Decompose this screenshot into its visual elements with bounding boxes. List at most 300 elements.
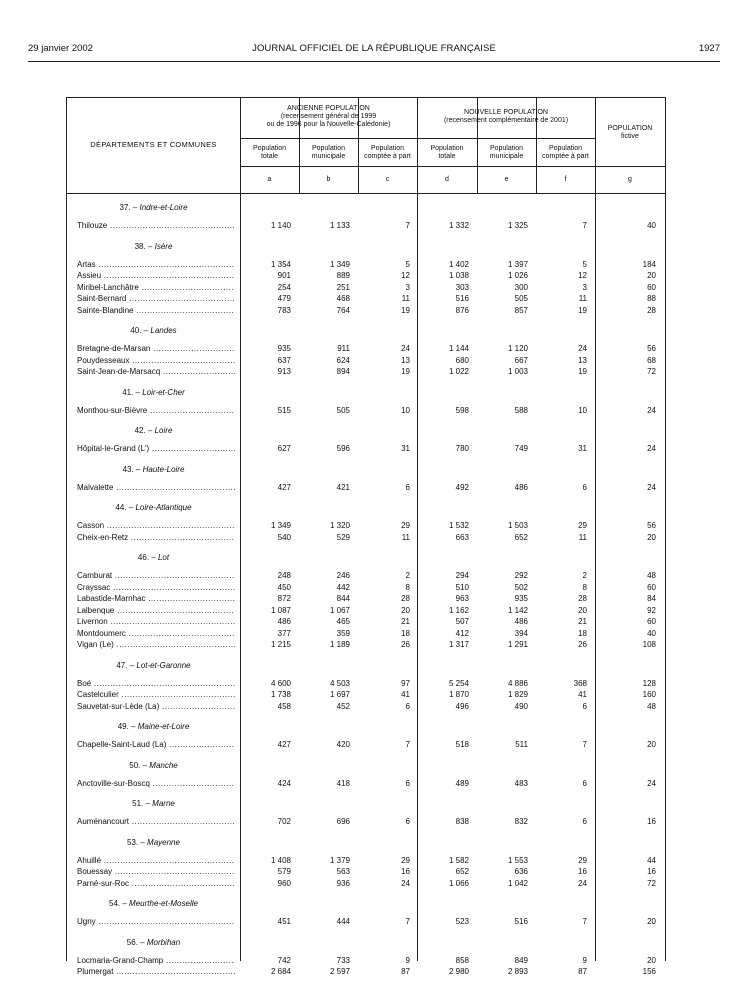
- col-c-line1: Population: [370, 145, 405, 152]
- department-heading: [67, 938, 240, 947]
- cell-g: 16: [647, 867, 656, 876]
- cell-g: 48: [647, 571, 656, 580]
- table-row: [67, 367, 665, 378]
- department-name: Isère: [154, 241, 173, 251]
- cell-e: 1 291: [507, 640, 528, 649]
- cell-c: 26: [401, 640, 410, 649]
- ancienne-title: ANCIENNE POPULATION: [287, 105, 370, 112]
- department-name: Marne: [152, 799, 175, 808]
- cell-g: 60: [647, 582, 656, 592]
- cell-d: 492: [455, 482, 469, 492]
- cell-a: 254: [277, 282, 291, 292]
- cell-d: 294: [455, 571, 469, 580]
- cell-f: 24: [578, 344, 587, 353]
- cell-f: 19: [578, 367, 587, 376]
- cell-b: 1 133: [329, 221, 350, 230]
- cell-f: 12: [578, 271, 587, 280]
- cell-e: 483: [514, 778, 528, 788]
- commune-name: Parné-sur-Roc .....: [77, 879, 235, 888]
- table-row: [67, 356, 665, 367]
- cell-e: 935: [514, 594, 528, 603]
- col-letter-a: a: [267, 176, 272, 183]
- table-row: [67, 867, 665, 878]
- table-row: [67, 444, 665, 455]
- cell-c: 9: [405, 955, 410, 965]
- cell-b: 421: [336, 482, 350, 492]
- cell-c: 97: [401, 678, 410, 688]
- cell-c: 11: [401, 294, 410, 303]
- cell-b: 596: [336, 444, 350, 453]
- col-a-line1: Population: [252, 145, 287, 152]
- col-b-line2: municipale: [311, 153, 346, 160]
- cell-e: 2 893: [507, 967, 528, 976]
- cell-b: 1 067: [329, 605, 350, 615]
- cell-b: 468: [336, 294, 350, 303]
- commune-name: Locmaria-Grand-Champ .....: [77, 956, 235, 965]
- col-f-line1: Population: [548, 145, 583, 152]
- cell-f: 16: [578, 867, 587, 876]
- cell-g: 20: [647, 271, 656, 280]
- department-heading: [67, 899, 240, 908]
- commune-name: Miribel-Lanchâtre .....: [77, 283, 235, 292]
- cell-d: 516: [455, 294, 469, 303]
- cell-g: 20: [647, 917, 656, 926]
- cell-f: 21: [578, 617, 587, 626]
- cell-a: 427: [277, 740, 291, 749]
- cell-c: 24: [401, 878, 410, 888]
- department-heading: [67, 761, 240, 770]
- cell-c: 13: [401, 355, 410, 365]
- cell-c: 31: [401, 444, 410, 453]
- col-e-line2: municipale: [489, 153, 524, 160]
- cell-d: 507: [455, 617, 469, 626]
- cell-f: 11: [578, 532, 587, 542]
- nouvelle-population-header: [417, 109, 595, 125]
- cell-f: 5: [582, 259, 587, 269]
- cell-f: 6: [582, 482, 587, 492]
- commune-name: Ahuillé .....: [77, 856, 235, 865]
- departements-header: DÉPARTEMENTS ET COMMUNES: [90, 140, 217, 149]
- cell-e: 749: [514, 444, 528, 453]
- cell-b: 4 503: [329, 678, 350, 688]
- cell-c: 28: [401, 594, 410, 603]
- col-letter-e: e: [504, 176, 509, 183]
- population-table: [66, 97, 666, 976]
- cell-d: 1 066: [448, 878, 469, 888]
- cell-g: 44: [647, 855, 656, 865]
- header-rule-bottom: [67, 193, 665, 194]
- department-number: 49. –: [117, 722, 136, 731]
- cell-c: 29: [401, 521, 410, 530]
- cell-f: 9: [582, 955, 587, 965]
- table-row: [67, 967, 665, 978]
- cell-e: 1 553: [507, 855, 528, 865]
- cell-d: 1 582: [448, 855, 469, 865]
- cell-e: 502: [514, 582, 528, 592]
- cell-d: 1 317: [448, 640, 469, 649]
- cell-g: 72: [647, 367, 656, 376]
- cell-b: 452: [336, 701, 350, 711]
- cell-a: 742: [277, 955, 291, 965]
- col-f-header: [536, 145, 595, 161]
- cell-d: 1 870: [448, 690, 469, 699]
- cell-c: 12: [401, 271, 410, 280]
- table-row: [67, 344, 665, 355]
- table-row: [67, 679, 665, 690]
- cell-f: 41: [578, 690, 587, 699]
- cell-d: 680: [455, 355, 469, 365]
- commune-name: Malvalette .....: [77, 483, 235, 492]
- cell-f: 19: [578, 305, 587, 315]
- cell-e: 300: [514, 282, 528, 292]
- cell-d: 1 402: [448, 259, 469, 269]
- cell-f: 8: [582, 582, 587, 592]
- table-row: [67, 221, 665, 232]
- cell-e: 636: [514, 867, 528, 876]
- table-row: [67, 817, 665, 828]
- cell-f: 7: [582, 221, 587, 230]
- cell-c: 7: [405, 740, 410, 749]
- table-row: [67, 583, 665, 594]
- cell-g: 24: [647, 444, 656, 453]
- cell-c: 11: [401, 532, 410, 542]
- col-c-line2: comptée à part: [364, 153, 411, 160]
- department-heading: [67, 242, 240, 251]
- cell-f: 29: [578, 855, 587, 865]
- cell-a: 1 140: [270, 221, 291, 230]
- cell-e: 486: [514, 482, 528, 492]
- cell-f: 18: [578, 628, 587, 638]
- department-number: 47. –: [116, 660, 135, 670]
- cell-b: 246: [336, 571, 350, 580]
- commune-name: Chapelle-Saint-Laud (La) .....: [77, 740, 235, 749]
- header-rule: [28, 61, 720, 62]
- cell-b: 505: [336, 405, 350, 415]
- department-name: Meurthe-et-Moselle: [129, 899, 198, 908]
- department-name: Lot-et-Garonne: [136, 660, 191, 670]
- ancienne-population-header: [240, 105, 417, 129]
- cell-e: 1 042: [507, 878, 528, 888]
- cell-d: 858: [455, 955, 469, 965]
- commune-name: Monthou-sur-Bièvre .....: [77, 406, 235, 415]
- cell-f: 2: [582, 571, 587, 580]
- nouvelle-title: NOUVELLE POPULATION: [464, 109, 548, 116]
- cell-e: 1 325: [507, 221, 528, 230]
- cell-b: 442: [336, 582, 350, 592]
- cell-d: 1 532: [448, 521, 469, 530]
- cell-a: 872: [277, 594, 291, 603]
- cell-f: 13: [578, 355, 587, 365]
- cell-e: 511: [515, 740, 528, 749]
- department-name: Landes: [150, 326, 177, 335]
- cell-f: 7: [582, 740, 587, 749]
- cell-g: 60: [647, 617, 656, 626]
- department-name: Loir-et-Cher: [142, 387, 185, 397]
- cell-g: 68: [647, 355, 656, 365]
- cell-e: 1 142: [507, 605, 528, 615]
- cell-f: 24: [578, 878, 587, 888]
- commune-name: Artas .....: [77, 260, 235, 269]
- cell-c: 6: [405, 778, 410, 788]
- commune-name: Vigan (Le) .....: [77, 640, 235, 649]
- population-fictive-header: [595, 125, 665, 141]
- cell-b: 465: [336, 617, 350, 626]
- department-heading: [67, 799, 240, 808]
- table-row: [67, 640, 665, 651]
- table-row: [67, 856, 665, 867]
- col-b-line1: Population: [311, 145, 346, 152]
- cell-d: 663: [455, 532, 469, 542]
- cell-f: 6: [582, 778, 587, 788]
- cell-d: 876: [455, 305, 469, 315]
- table-row: [67, 571, 665, 582]
- cell-c: 21: [401, 617, 410, 626]
- cell-f: 20: [578, 605, 587, 615]
- department-number: 38. –: [134, 241, 153, 251]
- cell-e: 1 503: [507, 521, 528, 530]
- department-heading: [67, 426, 240, 435]
- cell-b: 1 189: [329, 640, 350, 649]
- col-d-header: [417, 145, 477, 161]
- cell-b: 1 320: [329, 521, 350, 530]
- nouvelle-sub: (recensement complémentaire de 2001): [443, 117, 569, 124]
- cell-c: 3: [405, 282, 410, 292]
- fictive-sub: fictive: [621, 133, 639, 140]
- department-number: 51. –: [132, 799, 150, 808]
- cell-c: 2: [405, 571, 410, 580]
- table-row: [67, 917, 665, 928]
- department-heading: [67, 553, 240, 562]
- department-number: 37. –: [119, 203, 138, 212]
- cell-e: 652: [514, 532, 528, 542]
- cell-g: 48: [647, 701, 656, 711]
- cell-b: 529: [336, 532, 350, 542]
- cell-g: 84: [647, 594, 656, 603]
- cell-b: 764: [336, 305, 350, 315]
- cell-d: 489: [455, 778, 469, 788]
- department-name: Loire: [154, 426, 173, 435]
- cell-a: 450: [277, 582, 291, 592]
- table-row: [67, 271, 665, 282]
- table-row: [67, 283, 665, 294]
- col-b-header: [299, 145, 358, 161]
- department-name: Manche: [149, 760, 178, 770]
- cell-f: 11: [578, 294, 587, 303]
- cell-e: 516: [514, 917, 528, 926]
- commune-name: Labastide-Marnhac .....: [77, 594, 235, 603]
- col-a-line2: totale: [260, 153, 279, 160]
- header-journal-title: JOURNAL OFFICIEL DE LA RÉPUBLIQUE FRANÇAISE: [252, 43, 496, 54]
- col-letter-g: g: [628, 176, 632, 183]
- department-number: 40. –: [130, 326, 149, 335]
- cell-f: 31: [578, 444, 587, 453]
- cell-g: 184: [642, 259, 656, 269]
- commune-name: Casson .....: [77, 521, 235, 530]
- cell-f: 7: [582, 917, 587, 926]
- ancienne-sub2: ou de 1996 pour la Nouvelle-Calédonie): [266, 121, 391, 128]
- department-name: Morbihan: [146, 937, 181, 947]
- table-row: [67, 690, 665, 701]
- cell-b: 844: [336, 594, 350, 603]
- cell-d: 412: [455, 628, 469, 638]
- cell-g: 20: [647, 955, 656, 965]
- cell-d: 523: [455, 917, 469, 926]
- commune-name: Auménancourt .....: [77, 817, 235, 826]
- table-row: [67, 606, 665, 617]
- cell-g: 92: [647, 605, 656, 615]
- cell-b: 420: [336, 740, 350, 749]
- cell-d: 780: [455, 444, 469, 453]
- cell-e: 588: [514, 405, 528, 415]
- cell-c: 18: [401, 628, 410, 638]
- cell-a: 486: [277, 617, 291, 626]
- cell-g: 156: [642, 967, 656, 976]
- department-heading: [67, 503, 240, 512]
- cell-b: 359: [336, 628, 350, 638]
- cell-c: 10: [401, 405, 410, 415]
- cell-d: 518: [455, 740, 469, 749]
- cell-e: 4 886: [507, 678, 528, 688]
- cell-g: 20: [647, 740, 656, 749]
- cell-a: 451: [277, 917, 291, 926]
- cell-b: 894: [336, 367, 350, 376]
- col-c-header: [358, 145, 417, 161]
- header-rule-subcols: [240, 166, 665, 167]
- cell-e: 292: [514, 571, 528, 580]
- cell-b: 418: [336, 778, 350, 788]
- cell-d: 1 162: [448, 605, 469, 615]
- col-d-line1: Population: [430, 145, 464, 152]
- cell-g: 56: [647, 521, 656, 530]
- cell-e: 490: [514, 701, 528, 711]
- cell-f: 26: [578, 640, 587, 649]
- commune-name: Hôpital-le-Grand (L') .....: [77, 444, 235, 453]
- cell-a: 579: [277, 867, 291, 876]
- cell-a: 427: [277, 482, 291, 492]
- cell-f: 6: [582, 701, 587, 711]
- cell-c: 19: [401, 305, 410, 315]
- col-a-header: [240, 145, 299, 161]
- department-heading: [67, 326, 240, 335]
- department-number: 43. –: [122, 464, 141, 474]
- cell-f: 6: [582, 817, 587, 826]
- commune-name: Ugny .....: [77, 917, 235, 926]
- cell-g: 28: [647, 305, 656, 315]
- cell-a: 540: [277, 532, 291, 542]
- commune-name: Thilouze .....: [77, 221, 235, 230]
- col-letter-d: d: [445, 176, 449, 183]
- header-page-number: 1927: [698, 43, 720, 54]
- cell-b: 911: [337, 344, 350, 353]
- cell-d: 1 022: [448, 367, 469, 376]
- cell-a: 960: [277, 878, 291, 888]
- cell-b: 889: [336, 271, 350, 280]
- department-name: Haute-Loire: [142, 464, 185, 474]
- commune-name: Camburat .....: [77, 571, 235, 580]
- cell-a: 783: [277, 305, 291, 315]
- ancienne-sub1: (recensement général de 1999: [280, 113, 377, 120]
- cell-b: 1 349: [329, 259, 350, 269]
- cell-f: 368: [573, 678, 587, 688]
- header-date: 29 janvier 2002: [28, 43, 93, 54]
- cell-g: 160: [642, 690, 656, 699]
- cell-d: 1 332: [448, 221, 469, 230]
- cell-e: 1 829: [507, 690, 528, 699]
- cell-g: 24: [647, 482, 656, 492]
- cell-a: 1 087: [270, 605, 291, 615]
- cell-e: 667: [514, 355, 528, 365]
- cell-g: 16: [647, 817, 656, 826]
- cell-c: 6: [405, 701, 410, 711]
- cell-g: 24: [647, 778, 656, 788]
- department-number: 54. –: [109, 899, 127, 908]
- commune-name: Montdoumerc .....: [77, 629, 235, 638]
- commune-name: Livernon .....: [77, 617, 235, 626]
- commune-name: Castelculier .....: [77, 690, 235, 699]
- cell-e: 832: [514, 817, 528, 826]
- col-letter-b: b: [326, 176, 331, 183]
- cell-g: 128: [642, 678, 656, 688]
- cell-g: 56: [647, 344, 656, 353]
- cell-d: 963: [455, 594, 469, 603]
- cell-e: 486: [514, 617, 528, 626]
- department-name: Mayenne: [147, 837, 180, 847]
- table-row: [67, 617, 665, 628]
- commune-name: Lalbenque .....: [77, 606, 235, 615]
- department-number: 50. –: [129, 760, 148, 770]
- commune-name: Bouessay .....: [77, 867, 235, 876]
- cell-a: 479: [277, 294, 291, 303]
- cell-g: 72: [647, 878, 656, 888]
- cell-c: 87: [401, 967, 410, 976]
- cell-a: 1 215: [270, 640, 291, 649]
- commune-name: Crayssac .....: [77, 583, 235, 592]
- table-row: [67, 306, 665, 317]
- cell-b: 624: [336, 355, 350, 365]
- cell-g: 40: [647, 628, 656, 638]
- col-d-line2: totale: [438, 153, 456, 160]
- cell-e: 1 003: [507, 367, 528, 376]
- commune-name: Pouydesseaux .....: [77, 356, 235, 365]
- cell-c: 7: [405, 221, 410, 230]
- cell-a: 702: [277, 817, 291, 826]
- cell-c: 8: [405, 582, 410, 592]
- cell-a: 935: [277, 344, 291, 353]
- department-heading: [67, 465, 240, 474]
- cell-e: 1 026: [507, 271, 528, 280]
- department-name: Lot: [157, 553, 170, 562]
- cell-b: 444: [336, 917, 350, 926]
- cell-c: 19: [401, 367, 410, 376]
- cell-b: 1 697: [329, 690, 350, 699]
- commune-name: Boé .....: [77, 679, 235, 688]
- cell-c: 5: [405, 259, 410, 269]
- cell-g: 24: [647, 405, 656, 415]
- cell-g: 60: [647, 282, 656, 292]
- cell-b: 251: [336, 282, 350, 292]
- table-row: [67, 879, 665, 890]
- cell-b: 1 379: [329, 855, 350, 865]
- cell-d: 303: [455, 282, 469, 292]
- cell-c: 7: [405, 917, 410, 926]
- cell-e: 857: [514, 305, 528, 315]
- department-number: 46. –: [137, 553, 156, 562]
- commune-name: Assieu .....: [77, 271, 235, 280]
- department-number: 42. –: [134, 426, 153, 435]
- table-row: [67, 294, 665, 305]
- fictive-title: POPULATION: [607, 125, 653, 132]
- page-header: [28, 43, 720, 57]
